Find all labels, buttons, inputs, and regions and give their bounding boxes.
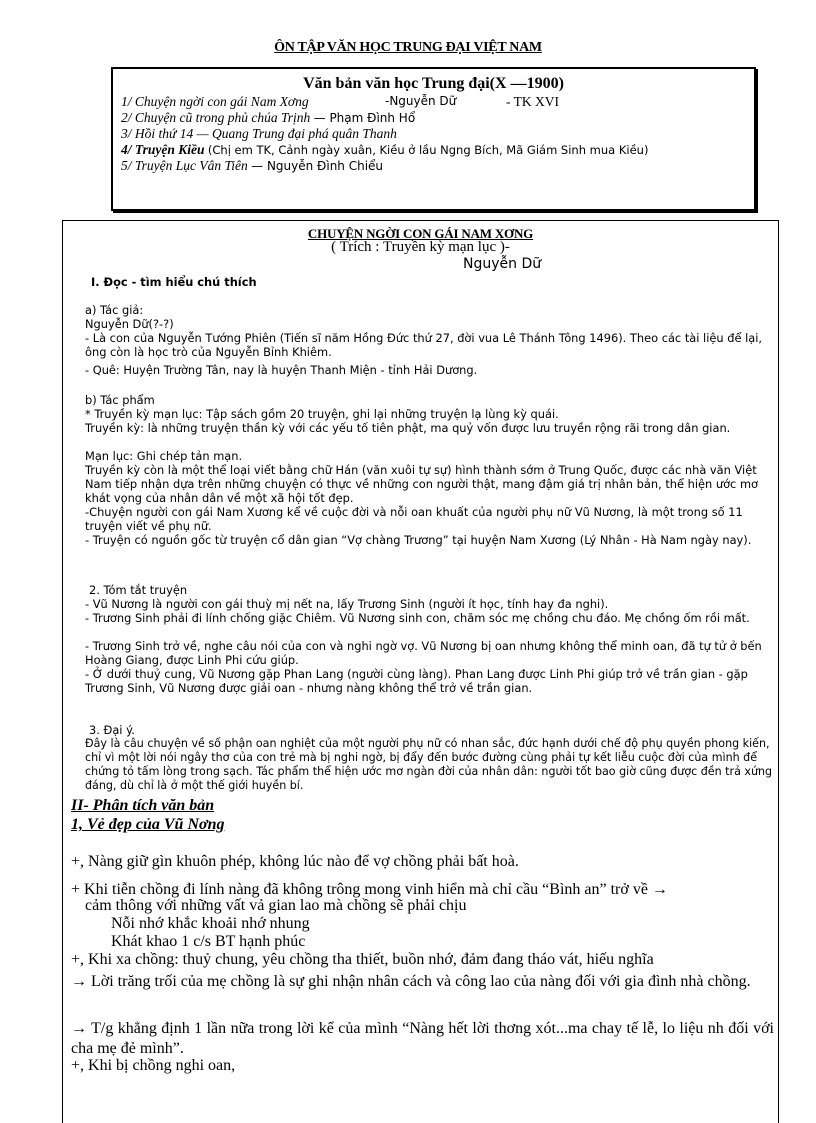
meaning-paragraph: Đây là câu chuyện về số phận oan nghiệt của một người phụ nữ có nhan sắc, đức hạnh dưới chế độ phụ quyền phong kiến, chỉ vì một lời nói ngây thơ của con trẻ mà bị nghi ngờ, bị đẩy đến bước đường cùng phải tự kết liễu cuộc đời của mình để chứng tỏ tấm lòng trong sạch. Tác phẩm thể hiện ước mơ ngàn đời của nhân dân: người tốt bao giờ cũng được đền trả xứng đáng, dù chỉ là ở một thế giới huyền bí. [85, 737, 773, 792]
work-3-title: 3/ Hồi thứ 14 — Quang Trung đại phá quân Thanh [121, 126, 397, 141]
analysis-line-7: → Lời trăng trối của mẹ chồng là sự ghi nhận nhân cách và công lao của nàng đối với gia đình nhà chồng. [71, 973, 751, 990]
author-paragraph-2: - Quê: Huyện Trường Tân, nay là huyện Thanh Miện - tỉnh Hải Dương. [85, 363, 478, 377]
story-subtitle: ( Trích : Truyền kỳ mạn lục )- [331, 239, 510, 255]
section-2-sub-1: 1, Vẻ đẹp của Vũ Nơng [71, 816, 225, 833]
summary-heading-2: 2. Tóm tắt truyện [89, 583, 188, 597]
work-paragraph-2: Truyền kỳ: là những truyện thần kỳ với các yếu tố tiên phật, ma quỷ vốn được lưu truyền rộng rãi trong dân gian. [85, 421, 731, 435]
analysis-line-2: + Khi tiễn chồng đi lính nàng đã không trông mong vinh hiển mà chỉ cầu “Bình an” trở về → [71, 881, 668, 898]
work-5-title: 5/ Truyện Lục Vân Tiên [121, 158, 248, 173]
summary-heading: Văn bản văn học Trung đại(X —1900) [303, 75, 564, 92]
work-paragraph-5: -Chuyện người con gái Nam Xương kể về cuộc đời và nỗi oan khuất của người phụ nữ Vũ Nương, là một trong số 11 truyện viết về phụ nữ. [85, 505, 743, 533]
summary-box [111, 67, 756, 211]
analysis-line-3: cảm thông với những vất vả gian lao mà chồng sẽ phải chịu [85, 897, 467, 914]
summary-paragraph-1: - Vũ Nương là người con gái thuỳ mị nết na, lấy Trương Sinh (người ít học, tính hay đa nghi). [85, 597, 609, 611]
author-paragraph-1: - Là con của Nguyễn Tướng Phiên (Tiến sĩ năm Hồng Đức thứ 27, đời vua Lê Thánh Tông 1496). Theo các tài liệu để lại, ông còn là học trò của Nguyễn Bỉnh Khiêm. [85, 331, 763, 359]
work-4-title: 4/ Truyện Kiều [121, 142, 205, 157]
author-name: Nguyễn Dữ(?-?) [85, 317, 174, 331]
summary-paragraph-3: - Trương Sinh trở về, nghe câu nói của con và nghi ngờ vợ. Vũ Nương bị oan nhưng không thể minh oan, đã tự tử ở bến Hoàng Giang, được Linh Phi cứu giúp. [85, 639, 762, 667]
analysis-line-5: Khát khao 1 c/s BT hạnh phúc [111, 933, 306, 950]
section-1-heading: I. Đọc - tìm hiểu chú thích [91, 275, 257, 289]
section-2-heading: II- Phân tích văn bản [71, 797, 215, 814]
work-1-title: 1/ Chuyện ngời con gái Nam Xơng [121, 94, 309, 109]
work-paragraph-3: Mạn lục: Ghi chép tản mạn. [85, 449, 243, 463]
analysis-line-6: +, Khi xa chồng: thuỷ chung, yêu chồng tha thiết, buồn nhớ, đảm đang tháo vát, hiếu nghĩa [71, 951, 654, 968]
story-title: CHUYỆN NGỜI CON GÁI NAM XƠNG [307, 226, 534, 241]
work-4-detail: (Chị em TK, Cảnh ngày xuân, Kiều ở lầu Ngng Bích, Mã Giám Sinh mua Kiều) [207, 143, 649, 157]
work-paragraph-6: - Truyện có nguồn gốc từ truyện cổ dân gian “Vợ chàng Trương” tại huyện Nam Xương (Lý Nhân - Hà Nam ngày nay). [85, 533, 752, 547]
work-item-3 [121, 126, 397, 142]
analysis-line-9: +, Khi bị chồng nghi oan, [71, 1057, 236, 1074]
main-content-box [62, 220, 779, 1123]
analysis-line-4: Nỗi nhớ khắc khoải nhớ nhung [111, 915, 310, 932]
work-paragraph-1: * Truyền kỳ mạn lục: Tập sách gồm 20 truyện, ghi lại những truyện lạ lùng kỳ quái. [85, 407, 559, 421]
summary-paragraph-2: - Trương Sinh phải đi lính chống giặc Chiêm. Vũ Nương sinh con, chăm sóc mẹ chồng chu đáo. Mẹ chồng ốm rồi mất. [85, 611, 750, 625]
summary-paragraph-4: - Ở dưới thuỷ cung, Vũ Nương gặp Phan Lang (người cùng làng). Phan Lang được Linh Phi giúp trở về trần gian - gặp Trương Sinh, Vũ Nương được giải oan - nhưng nàng không thể trở về trần gian. [85, 667, 748, 695]
story-author: Nguyễn Dữ [463, 256, 542, 272]
work-paragraph-4: Truyền kỳ còn là một thể loại viết bằng chữ Hán (văn xuôi tự sự) hình thành sớm ở Trung Quốc, được các nhà văn Việt Nam tiếp nhận dựa trên những chuyện có thực về những con người thật, mang đậm giá trị nhân bản, thể hiện ước mơ khát vọng của nhân dân về một xã hội tốt đẹp. [85, 463, 759, 505]
analysis-line-1: +, Nàng giữ gìn khuôn phép, không lúc nào để vợ chồng phải bất hoà. [71, 853, 519, 870]
work-heading: b) Tác phẩm [85, 393, 155, 407]
work-item-1 [121, 94, 559, 110]
work-1-period: - TK XVI [506, 94, 559, 109]
work-2-title: 2/ Chuyện cũ trong phủ chúa Trịnh [121, 110, 311, 125]
work-item-2 [121, 110, 415, 126]
work-item-4 [121, 142, 648, 158]
work-5-author: — Nguyễn Đình Chiểu [251, 159, 384, 173]
work-item-5 [121, 158, 383, 174]
page-title: ÔN TẬP VĂN HỌC TRUNG ĐẠI VIỆT NAM [274, 40, 542, 55]
work-2-author: — Phạm Đình Hổ [313, 111, 416, 125]
author-heading: a) Tác giả: [85, 303, 144, 317]
analysis-line-8: → T/g khẳng định 1 lần nữa trong lời kể của mình “Nàng hết lời thơng xót...ma chay tế lễ, lo liệu nh đối với cha mẹ đẻ mình”. [71, 1020, 774, 1057]
work-1-author: -Nguyễn Dữ [385, 94, 457, 108]
meaning-heading: 3. Đại ý. [89, 723, 135, 737]
